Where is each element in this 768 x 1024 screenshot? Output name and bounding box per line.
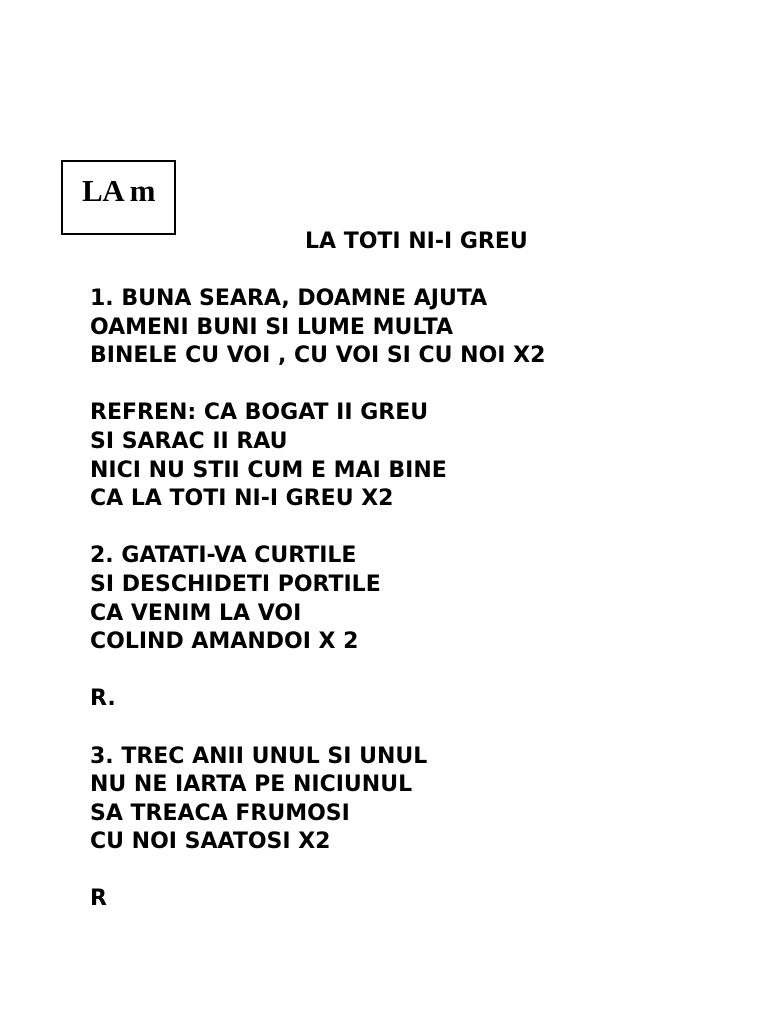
lyric-line: OAMENI BUNI SI LUME MULTA <box>90 314 454 340</box>
blank-line <box>90 514 545 543</box>
lyrics-block <box>90 285 545 914</box>
lyric-line: COLIND AMANDOI X 2 <box>90 629 359 655</box>
blank-line <box>90 657 545 686</box>
lyric-line: CA VENIM LA VOI <box>90 600 302 626</box>
lyric-line: SI SARAC II RAU <box>90 428 288 454</box>
song-title: LA TOTI NI-I GREU <box>305 229 528 254</box>
lyric-line: 2. GATATI-VA CURTILE <box>90 543 357 569</box>
chord-key-box <box>61 160 176 235</box>
lyric-line: NU NE IARTA PE NICIUNUL <box>90 772 413 798</box>
blank-line <box>90 857 545 886</box>
blank-line <box>90 371 545 400</box>
lyric-line: CU NOI SAATOSI X2 <box>90 829 331 855</box>
chord-key-label: LA m <box>82 172 155 208</box>
lyric-line: SI DESCHIDETI PORTILE <box>90 571 381 597</box>
lyric-line: CA LA TOTI NI-I GREU X2 <box>90 486 394 512</box>
lyric-line: REFREN: CA BOGAT II GREU <box>90 400 429 426</box>
lyric-line: 3. TREC ANII UNUL SI UNUL <box>90 743 428 769</box>
blank-line <box>90 714 545 743</box>
lyric-line: R. <box>90 686 116 712</box>
lyric-line: R <box>90 886 107 912</box>
lyric-line: NICI NU STII CUM E MAI BINE <box>90 457 447 483</box>
lyric-line: BINELE CU VOI , CU VOI SI CU NOI X2 <box>90 343 546 369</box>
lyric-line: 1. BUNA SEARA, DOAMNE AJUTA <box>90 286 488 311</box>
lyric-line: SA TREACA FRUMOSI <box>90 800 350 826</box>
